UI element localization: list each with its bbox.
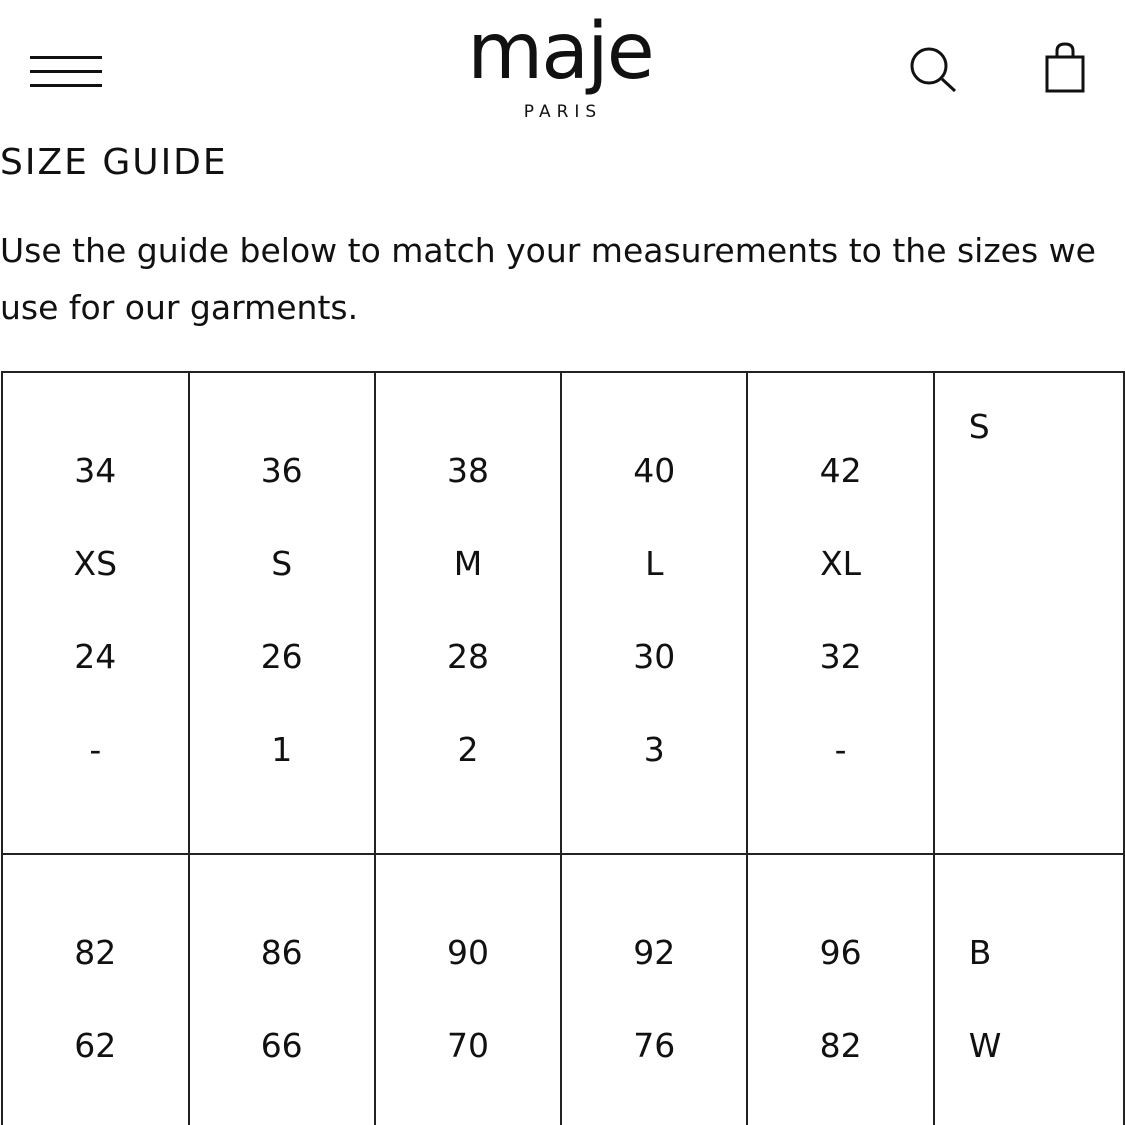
size-value: XL [820,544,862,583]
size-value: 42 [819,451,862,490]
measurement-value: 82 [819,1026,862,1065]
measurement-value: 66 [260,1026,303,1065]
table-row [2,372,1124,854]
size-cell [747,372,933,854]
size-value: - [834,730,847,769]
site-header [0,0,1125,140]
shopping-bag-icon[interactable] [1040,40,1090,96]
size-cell [2,372,189,854]
table-row [2,854,1124,1125]
search-icon-svg [908,44,960,96]
logo-wordmark: maje [467,7,653,97]
size-value: 34 [74,451,117,490]
brand-logo[interactable] [420,4,700,134]
logo-subtitle: PARIS [523,102,603,122]
search-icon[interactable] [908,44,960,96]
measurement-value: 62 [74,1026,117,1065]
measurement-cell [189,854,375,1125]
size-cell [561,372,747,854]
size-value: L [645,544,664,583]
size-value: 3 [643,730,665,769]
menu-line [30,84,102,87]
measurement-value: 70 [446,1026,489,1065]
measurement-value: 76 [633,1026,676,1065]
measurement-cell [2,854,189,1125]
size-value: S [271,544,293,583]
measurement-cell-cropped [934,854,1124,1125]
size-value: 26 [260,637,303,676]
size-value: 1 [271,730,293,769]
measurement-value: 92 [633,933,676,972]
measurement-value: W [968,1026,1002,1065]
size-value: - [89,730,102,769]
menu-line [30,56,102,59]
intro-text: Use the guide below to match your measurements to the sizes we use for our garments. [0,231,1096,327]
size-value: 32 [819,637,862,676]
size-value: 36 [260,451,303,490]
size-cell [375,372,561,854]
size-value: S [968,407,990,446]
measurement-cell [561,854,747,1125]
shopping-bag-icon-svg [1040,40,1090,96]
measurement-value: 96 [819,933,862,972]
page-title: SIZE GUIDE [0,142,228,183]
hamburger-menu-icon[interactable] [30,54,102,90]
size-cell [189,372,375,854]
size-value: 2 [457,730,479,769]
size-value: 30 [633,637,676,676]
measurement-value: 82 [74,933,117,972]
measurement-value: 90 [446,933,489,972]
measurement-cell [375,854,561,1125]
size-value: 28 [446,637,489,676]
size-value: 40 [633,451,676,490]
size-value: M [453,544,483,583]
size-cell-cropped [934,372,1124,854]
measurement-cell [747,854,933,1125]
menu-line [30,70,102,73]
measurement-value: 86 [260,933,303,972]
size-value: 24 [74,637,117,676]
size-value: 38 [446,451,489,490]
size-table [1,371,1125,1125]
measurement-value: B [968,933,992,972]
size-value: XS [73,544,118,583]
